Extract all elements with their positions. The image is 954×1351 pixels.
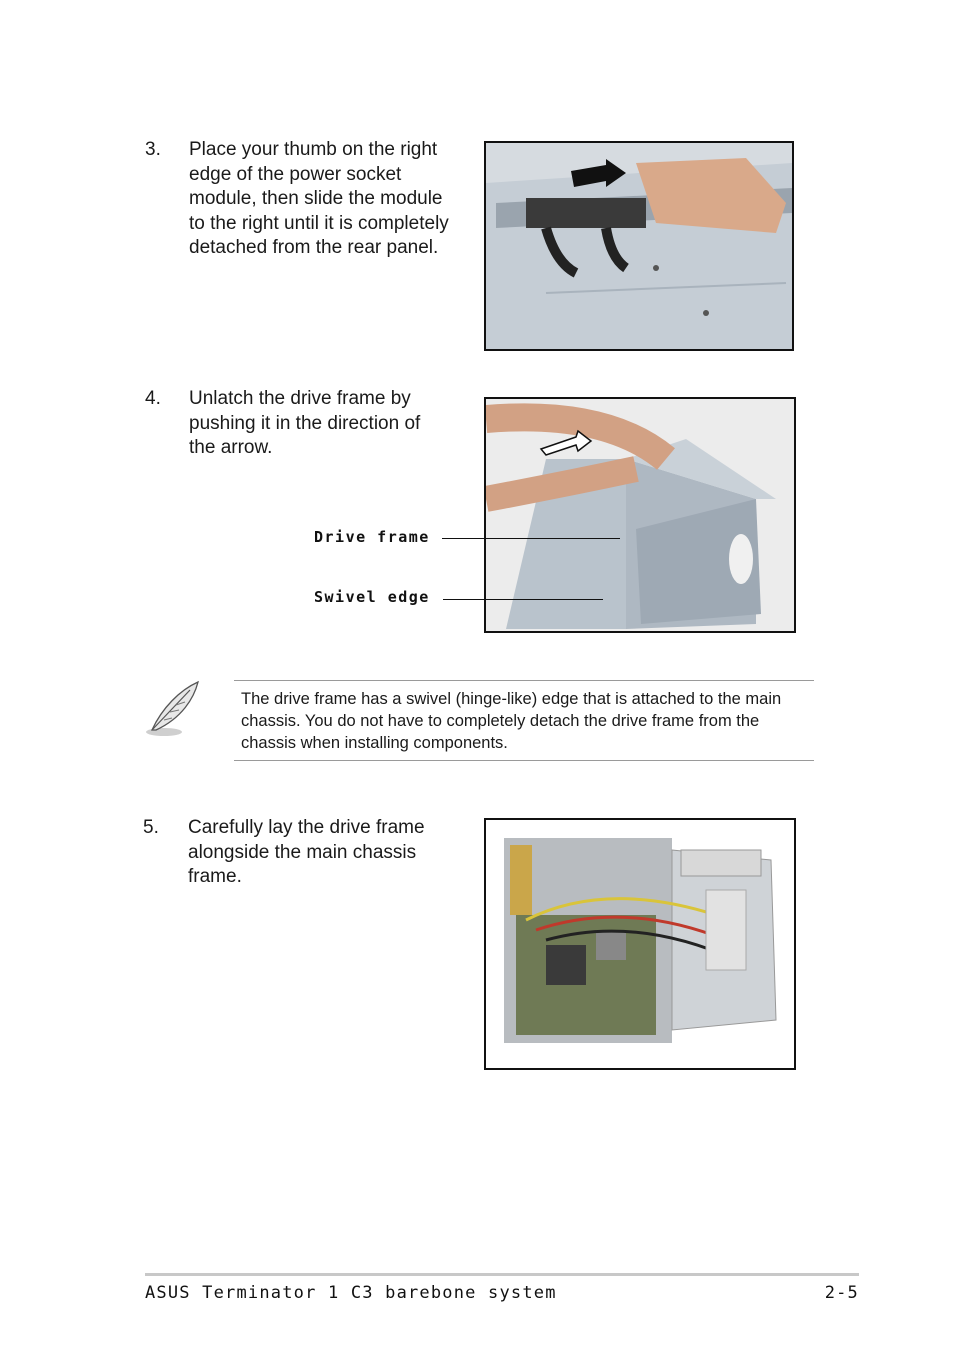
callout-drive-frame-label: Drive frame	[314, 528, 430, 546]
footer-page-number: 2-5	[824, 1283, 859, 1303]
step-4-number: 4.	[145, 388, 161, 409]
step-3-text: Place your thumb on the right edge of the power socket module, then slide the module to the right until it is completely detached from the rear panel.	[189, 139, 449, 258]
feather-pen-icon	[142, 678, 204, 740]
note-top-rule	[234, 680, 814, 681]
footer-title: ASUS Terminator 1 C3 barebone system	[145, 1283, 557, 1303]
step-5-number: 5.	[143, 817, 159, 838]
callout-swivel-edge-label: Swivel edge	[314, 588, 430, 606]
note-bottom-rule	[234, 760, 814, 761]
callout-drive-frame-line	[442, 538, 620, 539]
step-3-number: 3.	[145, 139, 161, 160]
step-5-text: Carefully lay the drive frame alongside the main chassis frame.	[188, 817, 425, 887]
footer-rule	[145, 1273, 859, 1276]
photo-laid-out-chassis	[484, 818, 796, 1070]
step-4-text: Unlatch the drive frame by pushing it in the direction of the arrow.	[189, 388, 421, 458]
photo-power-socket-module	[484, 141, 794, 351]
note-text: The drive frame has a swivel (hinge-like) edge that is attached to the main chassis. You do not have to completely detach the drive frame from the chassis when installing components.	[241, 690, 782, 752]
photo-drive-frame	[484, 397, 796, 633]
callout-swivel-edge-line	[443, 599, 603, 600]
